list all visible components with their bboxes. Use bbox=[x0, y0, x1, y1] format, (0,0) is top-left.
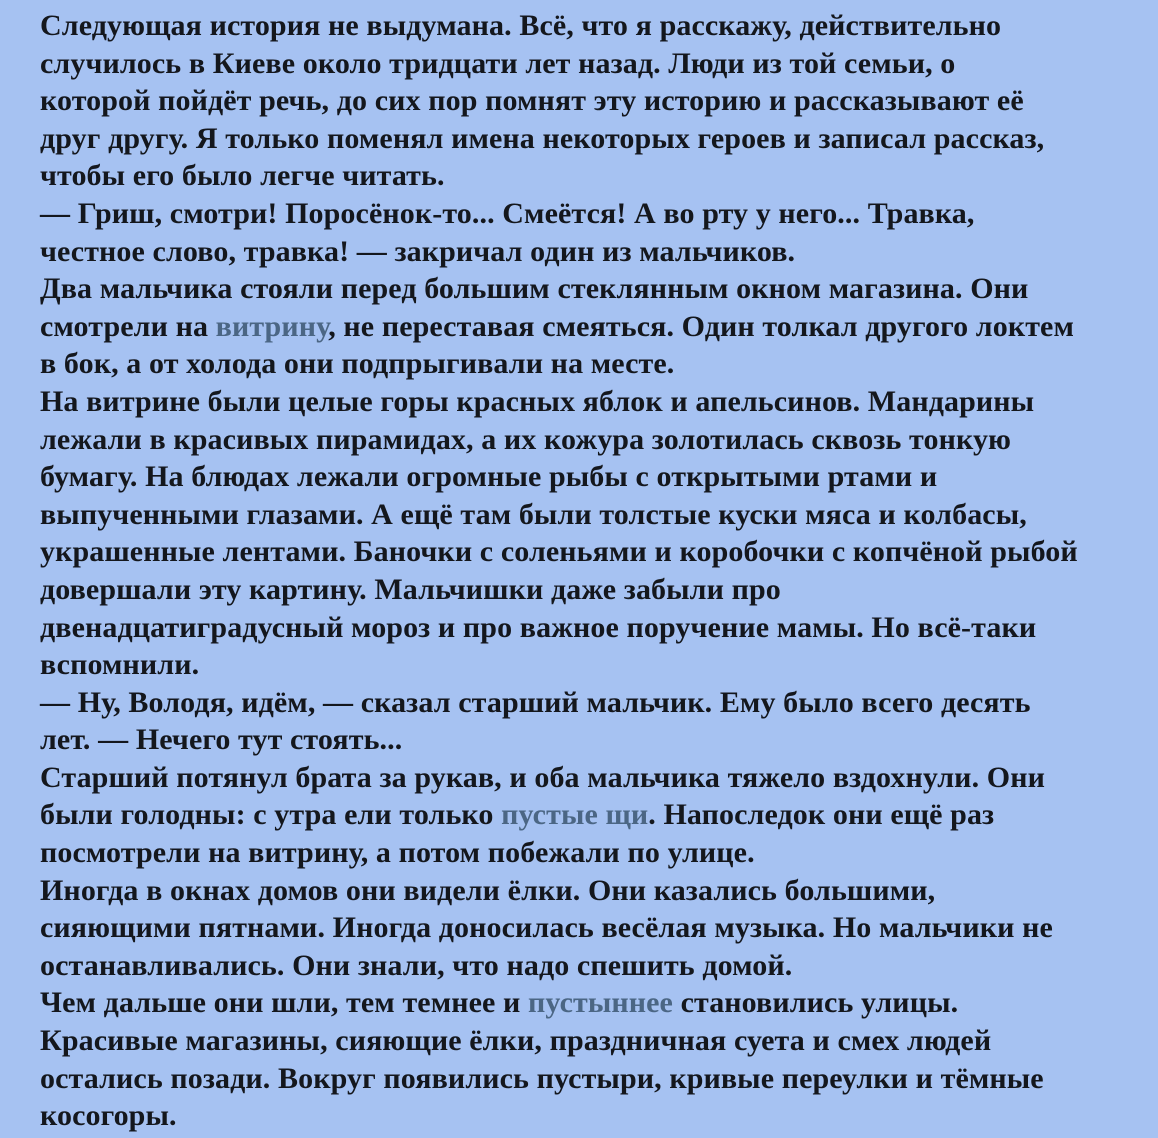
text-line bbox=[40, 571, 1138, 609]
text-segment: выпученными глазами. А ещё там были толстые куски мяса и колбасы, bbox=[40, 497, 1027, 531]
text-line bbox=[40, 383, 1138, 421]
glossary-word[interactable]: витрину bbox=[215, 309, 329, 343]
text-line bbox=[40, 533, 1138, 571]
text-line bbox=[40, 1097, 1138, 1135]
glossary-word[interactable]: пустыннее bbox=[528, 986, 673, 1020]
text-segment: честное слово, травка! — закричал один из мальчиков. bbox=[40, 234, 796, 268]
text-line bbox=[40, 684, 1138, 722]
text-segment: останавливались. Они знали, что надо спешить домой. bbox=[40, 948, 793, 982]
text-line bbox=[40, 984, 1138, 1022]
text-segment: бумагу. На блюдах лежали огромные рыбы с открытыми ртами и bbox=[40, 460, 938, 494]
text-line bbox=[40, 796, 1138, 834]
text-segment: случилось в Киеве около тридцати лет назад. Люди из той семьи, о bbox=[40, 46, 956, 80]
text-segment: Следующая история не выдумана. Всё, что я расскажу, действительно bbox=[40, 9, 1002, 42]
text-line bbox=[40, 1060, 1138, 1098]
text-segment: косогоры. bbox=[40, 1099, 177, 1133]
text-line bbox=[40, 496, 1138, 534]
text-line bbox=[40, 1022, 1138, 1060]
text-line bbox=[40, 82, 1138, 120]
text-segment: друг другу. Я только поменял имена некоторых героев и записал рассказ, bbox=[40, 121, 1045, 155]
text-segment: довершали эту картину. Мальчишки даже забыли про bbox=[40, 572, 781, 606]
text-segment: двенадцатиградусный мороз и про важное поручение мамы. Но всё-таки bbox=[40, 610, 1037, 644]
text-segment: лежали в красивых пирамидах, а их кожура золотилась сквозь тонкую bbox=[40, 422, 1012, 456]
text-segment: На витрине были целые горы красных яблок и апельсинов. Мандарины bbox=[40, 384, 1035, 418]
text-segment: которой пойдёт речь, до сих пор помнят эту историю и рассказывают её bbox=[40, 84, 1024, 118]
text-line bbox=[40, 345, 1138, 383]
text-line bbox=[40, 872, 1138, 910]
text-segment: Чем дальше они шли, тем темнее и bbox=[40, 986, 529, 1020]
text-line bbox=[40, 646, 1138, 684]
text-segment: чтобы его было легче читать. bbox=[40, 159, 445, 193]
text-line bbox=[40, 308, 1138, 346]
text-line bbox=[40, 195, 1138, 233]
text-line bbox=[40, 157, 1138, 195]
text-line bbox=[40, 759, 1138, 797]
text-segment: . Напоследок они ещё раз bbox=[648, 798, 995, 832]
text-line bbox=[40, 458, 1138, 496]
glossary-word[interactable]: пустые щи bbox=[501, 798, 649, 832]
text-segment: Старший потянул брата за рукав, и оба мальчика тяжело вздохнули. Они bbox=[40, 760, 1045, 794]
text-line bbox=[40, 721, 1138, 759]
text-segment: вспомнили. bbox=[40, 648, 200, 682]
text-segment: становились улицы. bbox=[672, 986, 959, 1020]
text-segment: были голодны: с утра ели только bbox=[40, 798, 502, 832]
text-segment: — Гриш, смотри! Поросёнок-то... Смеётся! А во рту у него... Травка, bbox=[40, 196, 975, 230]
text-line bbox=[40, 947, 1138, 985]
text-segment: Иногда в окнах домов они видели ёлки. Они казались большими, bbox=[40, 873, 936, 907]
text-segment: смотрели на bbox=[40, 309, 216, 343]
text-segment: лет. — Нечего тут стоять... bbox=[40, 723, 403, 757]
text-line bbox=[40, 233, 1138, 271]
text-line bbox=[40, 609, 1138, 647]
text-segment: Два мальчика стояли перед большим стеклянным окном магазина. Они bbox=[40, 272, 1029, 306]
text-line bbox=[40, 834, 1138, 872]
text-segment: — Ну, Володя, идём, — сказал старший мальчик. Ему было всего десять bbox=[40, 685, 1031, 719]
text-segment: остались позади. Вокруг появились пустыри, кривые переулки и тёмные bbox=[40, 1061, 1044, 1095]
text-segment: украшенные лентами. Баночки с соленьями и коробочки с копчёной рыбой bbox=[40, 535, 1078, 569]
text-segment: в бок, а от холода они подпрыгивали на месте. bbox=[40, 347, 675, 381]
text-segment: посмотрели на витрину, а потом побежали по улице. bbox=[40, 836, 755, 870]
text-line bbox=[40, 270, 1138, 308]
text-line bbox=[40, 45, 1138, 83]
text-line bbox=[40, 421, 1138, 459]
text-segment: сияющими пятнами. Иногда доносилась весёлая музыка. Но мальчики не bbox=[40, 911, 1053, 945]
text-line bbox=[40, 909, 1138, 947]
text-line bbox=[40, 120, 1138, 158]
text-line bbox=[40, 7, 1138, 45]
text-segment: Красивые магазины, сияющие ёлки, праздничная суета и смех людей bbox=[40, 1024, 992, 1058]
text-segment: , не переставая смеяться. Один толкал другого локтем bbox=[328, 309, 1074, 343]
